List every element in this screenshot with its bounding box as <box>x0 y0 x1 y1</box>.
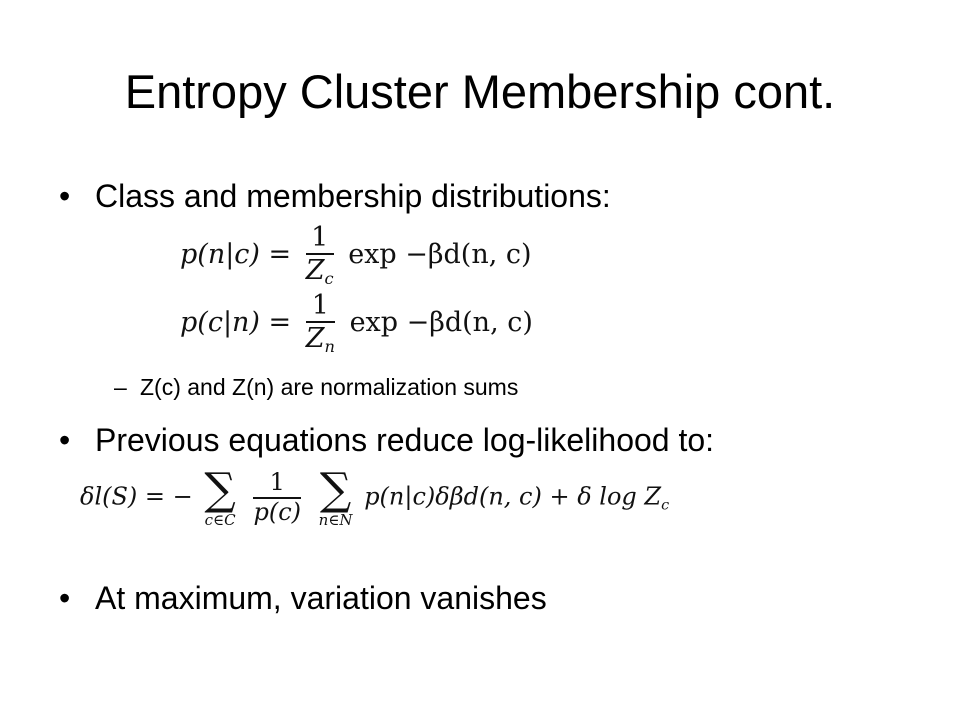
bullet-at-maximum <box>59 578 547 618</box>
equation-rhs: p(n|c)δβd(n, c) + δ log Z <box>364 482 662 511</box>
slide-title: Entropy Cluster Membership cont. <box>124 65 836 118</box>
sub-bullet-dash: – <box>114 374 127 400</box>
bullet-dot: • <box>59 178 71 214</box>
bullet-class-membership <box>59 176 611 216</box>
equation-p-n-given-c <box>180 222 532 289</box>
equation-fraction <box>253 469 301 526</box>
bullet-text: Class and membership distributions: <box>95 178 611 214</box>
equation-delta-log-likelihood <box>80 464 670 529</box>
equation-lhs: δl(S) = − <box>80 482 193 511</box>
fraction-numerator: 1 <box>306 290 335 323</box>
equation-fraction <box>306 290 335 357</box>
equation-lhs: p(c|n) = <box>180 306 292 338</box>
equation-rhs-subscript: c <box>661 497 670 514</box>
fraction-numerator: 1 <box>306 222 334 255</box>
sum-symbol: ∑ <box>204 464 236 515</box>
sub-bullet-text: Z(c) and Z(n) are normalization sums <box>140 374 519 400</box>
bullet-text: At maximum, variation vanishes <box>95 580 547 616</box>
equation-rhs: exp −βd(n, c) <box>349 306 533 338</box>
sum-index: c∈C <box>204 511 236 529</box>
fraction-denominator: p(c) <box>253 498 302 526</box>
sum-symbol: ∑ <box>319 464 352 515</box>
sub-bullet-normalization <box>114 372 519 402</box>
fraction-denominator: $Z_c$ <box>305 255 334 289</box>
bullet-previous-equations <box>59 420 715 460</box>
equation-rhs: exp −βd(n, c) <box>348 238 532 270</box>
bullet-dot: • <box>59 580 71 616</box>
fraction-denominator: $Z_n$ <box>305 323 335 357</box>
equation-lhs: p(n|c) = <box>180 238 292 270</box>
sum-over-classes <box>204 464 236 529</box>
sum-over-members <box>318 464 353 529</box>
sum-index: n∈N <box>318 511 353 529</box>
equation-p-c-given-n <box>180 290 533 357</box>
equation-fraction <box>306 222 334 289</box>
bullet-dot: • <box>59 422 71 458</box>
bullet-text: Previous equations reduce log-likelihood to: <box>95 422 715 458</box>
fraction-numerator: 1 <box>253 469 301 499</box>
